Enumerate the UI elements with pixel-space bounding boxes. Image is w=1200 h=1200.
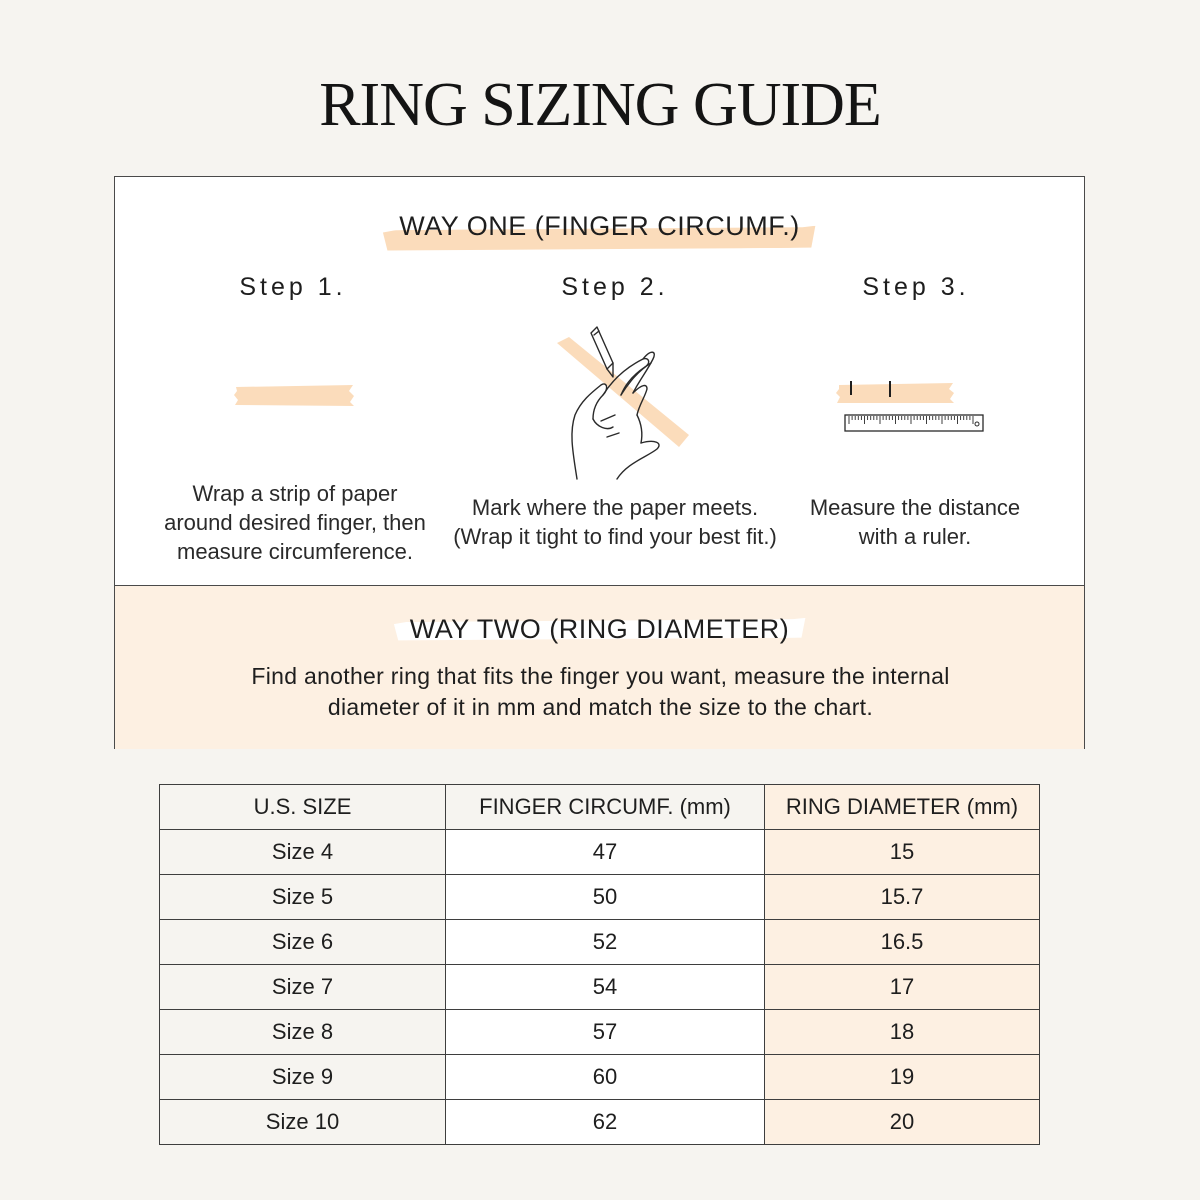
size-chart-table (159, 784, 1040, 1145)
cell-us-size: Size 5 (160, 875, 446, 920)
step-1-line-3: measure circumference. (177, 539, 413, 564)
header-us-size: U.S. SIZE (160, 785, 446, 830)
way-two-heading-text: WAY TWO (RING DIAMETER) (409, 614, 790, 644)
instructions-panel (114, 176, 1085, 749)
cell-us-size: Size 9 (160, 1055, 446, 1100)
cell-ring-diameter: 19 (765, 1055, 1040, 1100)
ruler-icon (835, 381, 1007, 439)
step-2-line-2: (Wrap it tight to find your best fit.) (453, 524, 777, 549)
table-row (160, 830, 1040, 875)
cell-us-size: Size 6 (160, 920, 446, 965)
hand-pencil-icon (547, 323, 697, 483)
cell-finger-circumference: 57 (446, 1010, 765, 1055)
cell-finger-circumference: 52 (446, 920, 765, 965)
table-row (160, 875, 1040, 920)
cell-ring-diameter: 15 (765, 830, 1040, 875)
cell-us-size: Size 7 (160, 965, 446, 1010)
table-row (160, 1010, 1040, 1055)
table-header-row (160, 785, 1040, 830)
cell-us-size: Size 8 (160, 1010, 446, 1055)
cell-finger-circumference: 47 (446, 830, 765, 875)
cell-ring-diameter: 16.5 (765, 920, 1040, 965)
cell-ring-diameter: 18 (765, 1010, 1040, 1055)
step-2-label: Step 2. (561, 273, 669, 301)
page-title: RING SIZING GUIDE (319, 71, 881, 139)
size-chart-body (160, 830, 1040, 1145)
step-3-line-1: Measure the distance (809, 495, 1021, 520)
step-2-text (425, 493, 805, 551)
way-two-line-1: Find another ring that fits the finger you want, measure the internal (251, 663, 950, 689)
step-3-text (765, 493, 1065, 551)
way-two-heading-wrap (115, 614, 1084, 645)
cell-ring-diameter: 17 (765, 965, 1040, 1010)
cell-finger-circumference: 62 (446, 1100, 765, 1145)
step-1-line-2: around desired finger, then (164, 510, 426, 535)
way-two-description (175, 661, 1026, 723)
cell-us-size: Size 4 (160, 830, 446, 875)
cell-ring-diameter: 15.7 (765, 875, 1040, 920)
way-one-heading-text: WAY ONE (FINGER CIRCUMF.) (399, 211, 800, 241)
table-row (160, 965, 1040, 1010)
way-two-heading (400, 614, 800, 645)
cell-us-size: Size 10 (160, 1100, 446, 1145)
way-one-heading (389, 211, 810, 242)
table-row (160, 920, 1040, 965)
step-2-line-1: Mark where the paper meets. (471, 495, 759, 520)
header-finger-circumference: FINGER CIRCUMF. (mm) (446, 785, 765, 830)
step-1-line-1: Wrap a strip of paper (192, 481, 398, 506)
cell-finger-circumference: 50 (446, 875, 765, 920)
step-1-text (145, 479, 445, 566)
step-3-label: Step 3. (862, 273, 970, 301)
way-two-line-2: diameter of it in mm and match the size to the chart. (327, 694, 874, 720)
paper-strip-icon (233, 383, 355, 409)
step-1-label: Step 1. (239, 273, 347, 301)
header-ring-diameter: RING DIAMETER (mm) (765, 785, 1040, 830)
step-3-line-2: with a ruler. (858, 524, 972, 549)
table-row (160, 1100, 1040, 1145)
way-one-heading-wrap (115, 211, 1084, 242)
cell-finger-circumference: 54 (446, 965, 765, 1010)
cell-ring-diameter: 20 (765, 1100, 1040, 1145)
table-row (160, 1055, 1040, 1100)
cell-finger-circumference: 60 (446, 1055, 765, 1100)
